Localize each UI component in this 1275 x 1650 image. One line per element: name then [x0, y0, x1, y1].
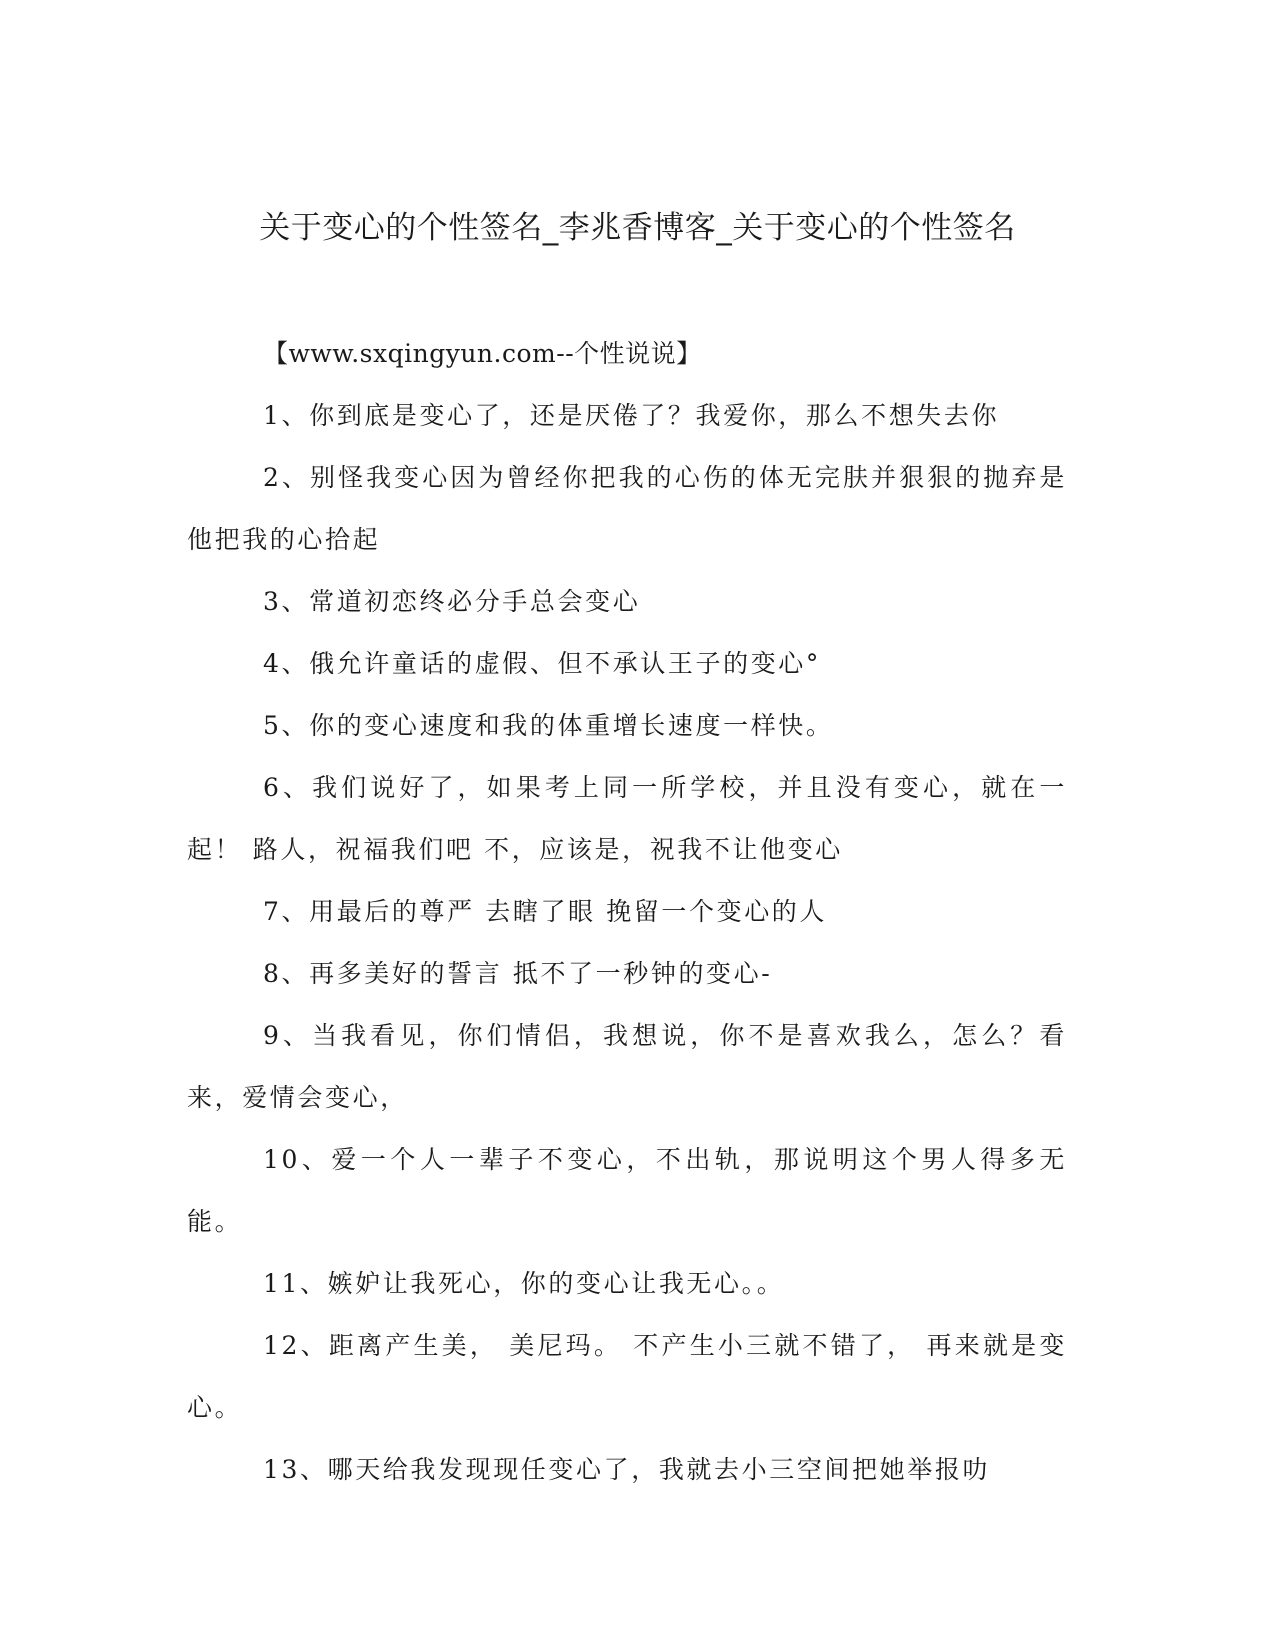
list-item: 2、别怪我变心因为曾经你把我的心伤的体无完肤并狠狠的抛弃是他把我的心拾起	[187, 463, 1067, 554]
document-title: 关于变心的个性签名_李兆香博客_关于变心的个性签名	[259, 210, 1016, 246]
list-item: 9、当我看见，你们情侣，我想说，你不是喜欢我么，怎么？看来，爱情会变心，	[187, 1021, 1067, 1112]
list-item: 4、俄允许童话的虚假、但不承认王子的变心°	[263, 649, 822, 678]
document-body	[187, 323, 1067, 1501]
list-item: 12、距离产生美， 美尼玛。 不产生小三就不错了， 再来就是变心。	[187, 1331, 1067, 1422]
list-item: 6、我们说好了，如果考上同一所学校，并且没有变心，就在一起！ 路人，祝福我们吧 不，应该是，祝我不让他变心	[187, 773, 1067, 864]
list-item: 3、常道初恋终必分手总会变心	[263, 587, 641, 616]
list-item: 5、你的变心速度和我的体重增长速度一样快。	[263, 711, 834, 740]
list-item: 1、你到底是变心了，还是厌倦了？我爱你，那么不想失去你	[263, 401, 1000, 430]
source-line: 【www.sxqingyun.com--个性说说】	[263, 339, 702, 368]
list-item: 11、嫉妒让我死心，你的变心让我无心。。	[263, 1269, 785, 1298]
list-item: 13、哪天给我发现现任变心了，我就去小三空间把她举报叻	[263, 1455, 991, 1484]
list-item: 8、再多美好的誓言 抵不了一秒钟的变心-	[263, 959, 773, 988]
list-item: 7、用最后的尊严 去瞎了眼 挽留一个变心的人	[263, 897, 828, 926]
list-item: 10、爱一个人一辈子不变心，不出轨，那说明这个男人得多无能。	[187, 1145, 1067, 1236]
